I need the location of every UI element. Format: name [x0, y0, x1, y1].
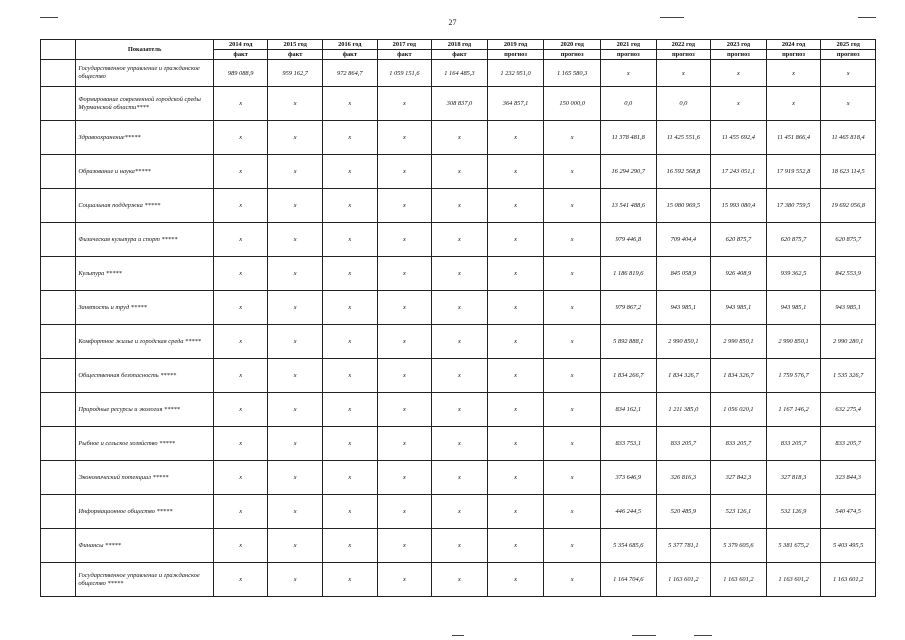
value-cell: x [323, 189, 378, 223]
table-row [41, 121, 876, 155]
value-cell: x [268, 325, 323, 359]
year-header: 2017 год [377, 40, 432, 50]
value-cell: 943 985,1 [711, 291, 767, 325]
value-cell: x [268, 393, 323, 427]
value-cell: x [323, 223, 378, 257]
table-row [41, 87, 876, 121]
table-row [41, 223, 876, 257]
value-cell: x [544, 359, 601, 393]
value-cell: 1 059 151,6 [377, 60, 432, 87]
value-cell: 323 844,3 [821, 461, 876, 495]
value-cell: x [487, 563, 544, 597]
value-cell: 926 408,9 [711, 257, 767, 291]
value-cell: x [323, 529, 378, 563]
value-cell: x [544, 461, 601, 495]
value-cell: 11 425 551,6 [656, 121, 711, 155]
page-number: 27 [448, 18, 457, 27]
table-body [41, 60, 876, 597]
value-cell: x [487, 189, 544, 223]
value-cell: 833 753,1 [600, 427, 656, 461]
value-cell: 1 164 485,3 [432, 60, 488, 87]
type-header: факт [377, 50, 432, 60]
value-cell: x [377, 257, 432, 291]
value-cell: 5 892 888,1 [600, 325, 656, 359]
value-cell: 979 446,8 [600, 223, 656, 257]
value-cell: x [323, 121, 378, 155]
value-cell: x [432, 495, 488, 529]
value-cell: x [487, 495, 544, 529]
value-cell: x [323, 495, 378, 529]
value-cell: x [487, 461, 544, 495]
table-row [41, 325, 876, 359]
value-cell: x [544, 495, 601, 529]
value-cell: x [268, 189, 323, 223]
value-cell: x [544, 223, 601, 257]
value-cell: x [656, 60, 711, 87]
indicator-label: Комфортное жилье и городская среда ***** [76, 325, 213, 359]
value-cell: x [432, 155, 488, 189]
value-cell: x [323, 291, 378, 325]
indicator-label: Экономический потенциал ***** [76, 461, 213, 495]
value-cell: x [432, 393, 488, 427]
indicator-label: Финансы ***** [76, 529, 213, 563]
value-cell: x [432, 257, 488, 291]
value-cell: 11 465 818,4 [821, 121, 876, 155]
year-header: 2016 год [323, 40, 378, 50]
table-row [41, 291, 876, 325]
row-blank-cell [41, 291, 76, 325]
value-cell: x [213, 121, 268, 155]
value-cell: 1 211 385,0 [656, 393, 711, 427]
value-cell: 632 275,4 [821, 393, 876, 427]
year-header: 2019 год [487, 40, 544, 50]
table-row [41, 529, 876, 563]
value-cell: x [323, 563, 378, 597]
row-blank-cell [41, 461, 76, 495]
value-cell: 959 162,7 [268, 60, 323, 87]
value-cell: 833 205,7 [821, 427, 876, 461]
value-cell: 11 378 481,8 [600, 121, 656, 155]
value-cell: 11 451 866,4 [766, 121, 821, 155]
value-cell: 833 205,7 [766, 427, 821, 461]
value-cell: x [377, 393, 432, 427]
value-cell: x [432, 121, 488, 155]
value-cell: 15 080 969,5 [656, 189, 711, 223]
value-cell: 18 623 114,5 [821, 155, 876, 189]
row-blank-cell [41, 223, 76, 257]
year-header: 2018 год [432, 40, 488, 50]
indicator-label: Социальная поддержка ***** [76, 189, 213, 223]
indicator-label: Занятость и труд ***** [76, 291, 213, 325]
value-cell: x [377, 155, 432, 189]
value-cell: x [377, 359, 432, 393]
type-header: факт [213, 50, 268, 60]
value-cell: x [213, 223, 268, 257]
value-cell: x [544, 393, 601, 427]
indicator-label: Физическая культура и спорт ***** [76, 223, 213, 257]
value-cell: 842 553,9 [821, 257, 876, 291]
value-cell: 0,0 [600, 87, 656, 121]
year-header: 2022 год [656, 40, 711, 50]
row-blank-cell [41, 155, 76, 189]
value-cell: x [213, 563, 268, 597]
scan-mark [694, 635, 712, 636]
value-cell: 1 186 819,6 [600, 257, 656, 291]
year-header: 2014 год [213, 40, 268, 50]
value-cell: x [544, 155, 601, 189]
value-cell: 1 834 326,7 [656, 359, 711, 393]
value-cell: x [213, 461, 268, 495]
value-cell: 1 834 266,7 [600, 359, 656, 393]
value-cell: x [377, 325, 432, 359]
type-header: факт [323, 50, 378, 60]
value-cell: 620 875,7 [711, 223, 767, 257]
value-cell: x [432, 359, 488, 393]
value-cell: x [487, 529, 544, 563]
indicator-label: Образование и наука***** [76, 155, 213, 189]
table-row [41, 257, 876, 291]
table-row [41, 60, 876, 87]
scan-mark [858, 17, 876, 18]
value-cell: 979 867,2 [600, 291, 656, 325]
value-cell: x [487, 257, 544, 291]
table-row [41, 495, 876, 529]
value-cell: 620 875,7 [821, 223, 876, 257]
value-cell: x [323, 257, 378, 291]
value-cell: 0,0 [656, 87, 711, 121]
value-cell: x [213, 87, 268, 121]
value-cell: 520 485,9 [656, 495, 711, 529]
value-cell: 19 692 056,8 [821, 189, 876, 223]
value-cell: x [213, 427, 268, 461]
table-row [41, 155, 876, 189]
row-blank-cell [41, 529, 76, 563]
value-cell: x [432, 427, 488, 461]
header-blank-cell [41, 40, 76, 60]
row-blank-cell [41, 87, 76, 121]
value-cell: x [213, 257, 268, 291]
value-cell: 1 167 146,2 [766, 393, 821, 427]
value-cell: 1 834 326,7 [711, 359, 767, 393]
value-cell: 943 985,1 [766, 291, 821, 325]
value-cell: x [432, 291, 488, 325]
table-row [41, 359, 876, 393]
value-cell: x [544, 325, 601, 359]
value-cell: 2 990 280,1 [821, 325, 876, 359]
value-cell: 834 162,1 [600, 393, 656, 427]
row-blank-cell [41, 189, 76, 223]
value-cell: x [323, 427, 378, 461]
forecast-table [40, 39, 876, 597]
value-cell: x [377, 121, 432, 155]
indicator-label: Государственное управление и гражданское общество ***** [76, 563, 213, 597]
value-cell: x [377, 563, 432, 597]
value-cell: x [377, 427, 432, 461]
value-cell: 17 243 051,1 [711, 155, 767, 189]
row-blank-cell [41, 60, 76, 87]
indicator-label: Формирование современной городской среды Мурманской области**** [76, 87, 213, 121]
type-header: прогноз [600, 50, 656, 60]
indicator-label: Общественная безопасность ***** [76, 359, 213, 393]
value-cell: x [268, 87, 323, 121]
indicator-label: Природные ресурсы и экология ***** [76, 393, 213, 427]
value-cell: 1 164 704,6 [600, 563, 656, 597]
value-cell: x [213, 529, 268, 563]
value-cell: x [377, 87, 432, 121]
value-cell: 1 232 951,0 [487, 60, 544, 87]
value-cell: x [544, 257, 601, 291]
value-cell: 5 403 495,5 [821, 529, 876, 563]
value-cell: 1 163 601,2 [711, 563, 767, 597]
table-row [41, 427, 876, 461]
year-header: 2020 год [544, 40, 601, 50]
value-cell: x [432, 189, 488, 223]
value-cell: 1 163 601,2 [656, 563, 711, 597]
row-blank-cell [41, 359, 76, 393]
value-cell: x [544, 121, 601, 155]
value-cell: x [268, 427, 323, 461]
year-header: 2025 год [821, 40, 876, 50]
value-cell: 13 541 488,6 [600, 189, 656, 223]
value-cell: 326 816,3 [656, 461, 711, 495]
value-cell: x [377, 461, 432, 495]
value-cell: 845 058,9 [656, 257, 711, 291]
value-cell: 523 126,1 [711, 495, 767, 529]
year-header: 2023 год [711, 40, 767, 50]
table-header [41, 40, 876, 60]
type-header: прогноз [544, 50, 601, 60]
value-cell: x [487, 359, 544, 393]
value-cell: x [268, 257, 323, 291]
value-cell: x [711, 87, 767, 121]
value-cell: 1 165 580,3 [544, 60, 601, 87]
value-cell: x [487, 223, 544, 257]
value-cell: x [600, 60, 656, 87]
value-cell: 943 985,1 [656, 291, 711, 325]
value-cell: 620 875,7 [766, 223, 821, 257]
value-cell: x [377, 529, 432, 563]
value-cell: x [268, 155, 323, 189]
value-cell: x [213, 393, 268, 427]
value-cell: 989 088,9 [213, 60, 268, 87]
value-cell: x [213, 291, 268, 325]
value-cell: 540 474,5 [821, 495, 876, 529]
value-cell: x [268, 291, 323, 325]
table-row [41, 563, 876, 597]
value-cell: x [487, 291, 544, 325]
table-row [41, 189, 876, 223]
value-cell: 446 244,5 [600, 495, 656, 529]
value-cell: x [766, 87, 821, 121]
value-cell: x [323, 87, 378, 121]
value-cell: x [213, 325, 268, 359]
value-cell: 5 354 685,6 [600, 529, 656, 563]
value-cell: 16 294 290,7 [600, 155, 656, 189]
value-cell: x [323, 393, 378, 427]
indicator-label: Здравоохранение***** [76, 121, 213, 155]
value-cell: x [432, 563, 488, 597]
value-cell: x [432, 529, 488, 563]
indicator-label: Культура ***** [76, 257, 213, 291]
value-cell: x [544, 427, 601, 461]
value-cell: 1 759 576,7 [766, 359, 821, 393]
type-header: прогноз [711, 50, 767, 60]
value-cell: 939 362,5 [766, 257, 821, 291]
type-header: прогноз [821, 50, 876, 60]
value-cell: x [432, 325, 488, 359]
value-cell: 327 842,3 [711, 461, 767, 495]
type-header: факт [268, 50, 323, 60]
value-cell: 364 857,1 [487, 87, 544, 121]
value-cell: x [213, 359, 268, 393]
value-cell: 17 380 759,5 [766, 189, 821, 223]
row-blank-cell [41, 325, 76, 359]
value-cell: 373 646,9 [600, 461, 656, 495]
value-cell: x [821, 60, 876, 87]
table-row [41, 393, 876, 427]
value-cell: 15 993 080,4 [711, 189, 767, 223]
value-cell: x [544, 189, 601, 223]
scan-mark [40, 17, 58, 18]
value-cell: x [711, 60, 767, 87]
value-cell: x [487, 427, 544, 461]
indicator-header: Показатель [76, 40, 213, 60]
value-cell: x [323, 461, 378, 495]
value-cell: x [544, 291, 601, 325]
row-blank-cell [41, 393, 76, 427]
value-cell: 2 990 850,1 [656, 325, 711, 359]
value-cell: x [432, 223, 488, 257]
row-blank-cell [41, 563, 76, 597]
value-cell: 16 592 568,8 [656, 155, 711, 189]
value-cell: 150 000,0 [544, 87, 601, 121]
indicator-label: Рыбное и сельское хозяйство ***** [76, 427, 213, 461]
value-cell: 2 990 850,1 [711, 325, 767, 359]
type-header: прогноз [487, 50, 544, 60]
row-blank-cell [41, 121, 76, 155]
value-cell: 532 126,9 [766, 495, 821, 529]
value-cell: x [268, 121, 323, 155]
value-cell: x [487, 155, 544, 189]
type-header: факт [432, 50, 488, 60]
indicator-label: Информационное общество ***** [76, 495, 213, 529]
value-cell: x [377, 495, 432, 529]
value-cell: x [268, 359, 323, 393]
value-cell: x [323, 155, 378, 189]
value-cell: x [432, 461, 488, 495]
value-cell: 709 404,4 [656, 223, 711, 257]
scan-mark [452, 635, 464, 636]
value-cell: 11 455 692,4 [711, 121, 767, 155]
value-cell: x [377, 223, 432, 257]
value-cell: 1 163 601,2 [766, 563, 821, 597]
table-row [41, 461, 876, 495]
scan-mark [632, 635, 656, 636]
value-cell: x [766, 60, 821, 87]
row-blank-cell [41, 257, 76, 291]
value-cell: 943 985,1 [821, 291, 876, 325]
value-cell: x [487, 393, 544, 427]
value-cell: x [487, 325, 544, 359]
value-cell: 972 864,7 [323, 60, 378, 87]
value-cell: 2 990 850,1 [766, 325, 821, 359]
value-cell: 833 205,7 [711, 427, 767, 461]
value-cell: 833 205,7 [656, 427, 711, 461]
value-cell: x [213, 495, 268, 529]
year-header: 2021 год [600, 40, 656, 50]
value-cell: 327 818,3 [766, 461, 821, 495]
value-cell: 5 381 675,2 [766, 529, 821, 563]
year-header: 2015 год [268, 40, 323, 50]
row-blank-cell [41, 495, 76, 529]
value-cell: x [268, 529, 323, 563]
value-cell: 1 535 326,7 [821, 359, 876, 393]
value-cell: x [268, 223, 323, 257]
value-cell: 1 163 601,2 [821, 563, 876, 597]
value-cell: 17 919 552,8 [766, 155, 821, 189]
value-cell: 5 379 605,6 [711, 529, 767, 563]
value-cell: x [268, 495, 323, 529]
value-cell: x [268, 461, 323, 495]
type-header: прогноз [766, 50, 821, 60]
value-cell: x [487, 121, 544, 155]
value-cell: x [821, 87, 876, 121]
value-cell: x [544, 529, 601, 563]
indicator-label: Государственное управление и гражданское общество [76, 60, 213, 87]
value-cell: x [213, 189, 268, 223]
value-cell: x [323, 325, 378, 359]
value-cell: x [544, 563, 601, 597]
type-header: прогноз [656, 50, 711, 60]
value-cell: x [268, 563, 323, 597]
value-cell: x [377, 189, 432, 223]
value-cell: 308 837,0 [432, 87, 488, 121]
value-cell: x [213, 155, 268, 189]
scan-mark [660, 17, 684, 18]
value-cell: x [323, 359, 378, 393]
value-cell: 1 056 020,1 [711, 393, 767, 427]
year-header: 2024 год [766, 40, 821, 50]
value-cell: 5 377 781,1 [656, 529, 711, 563]
row-blank-cell [41, 427, 76, 461]
value-cell: x [377, 291, 432, 325]
